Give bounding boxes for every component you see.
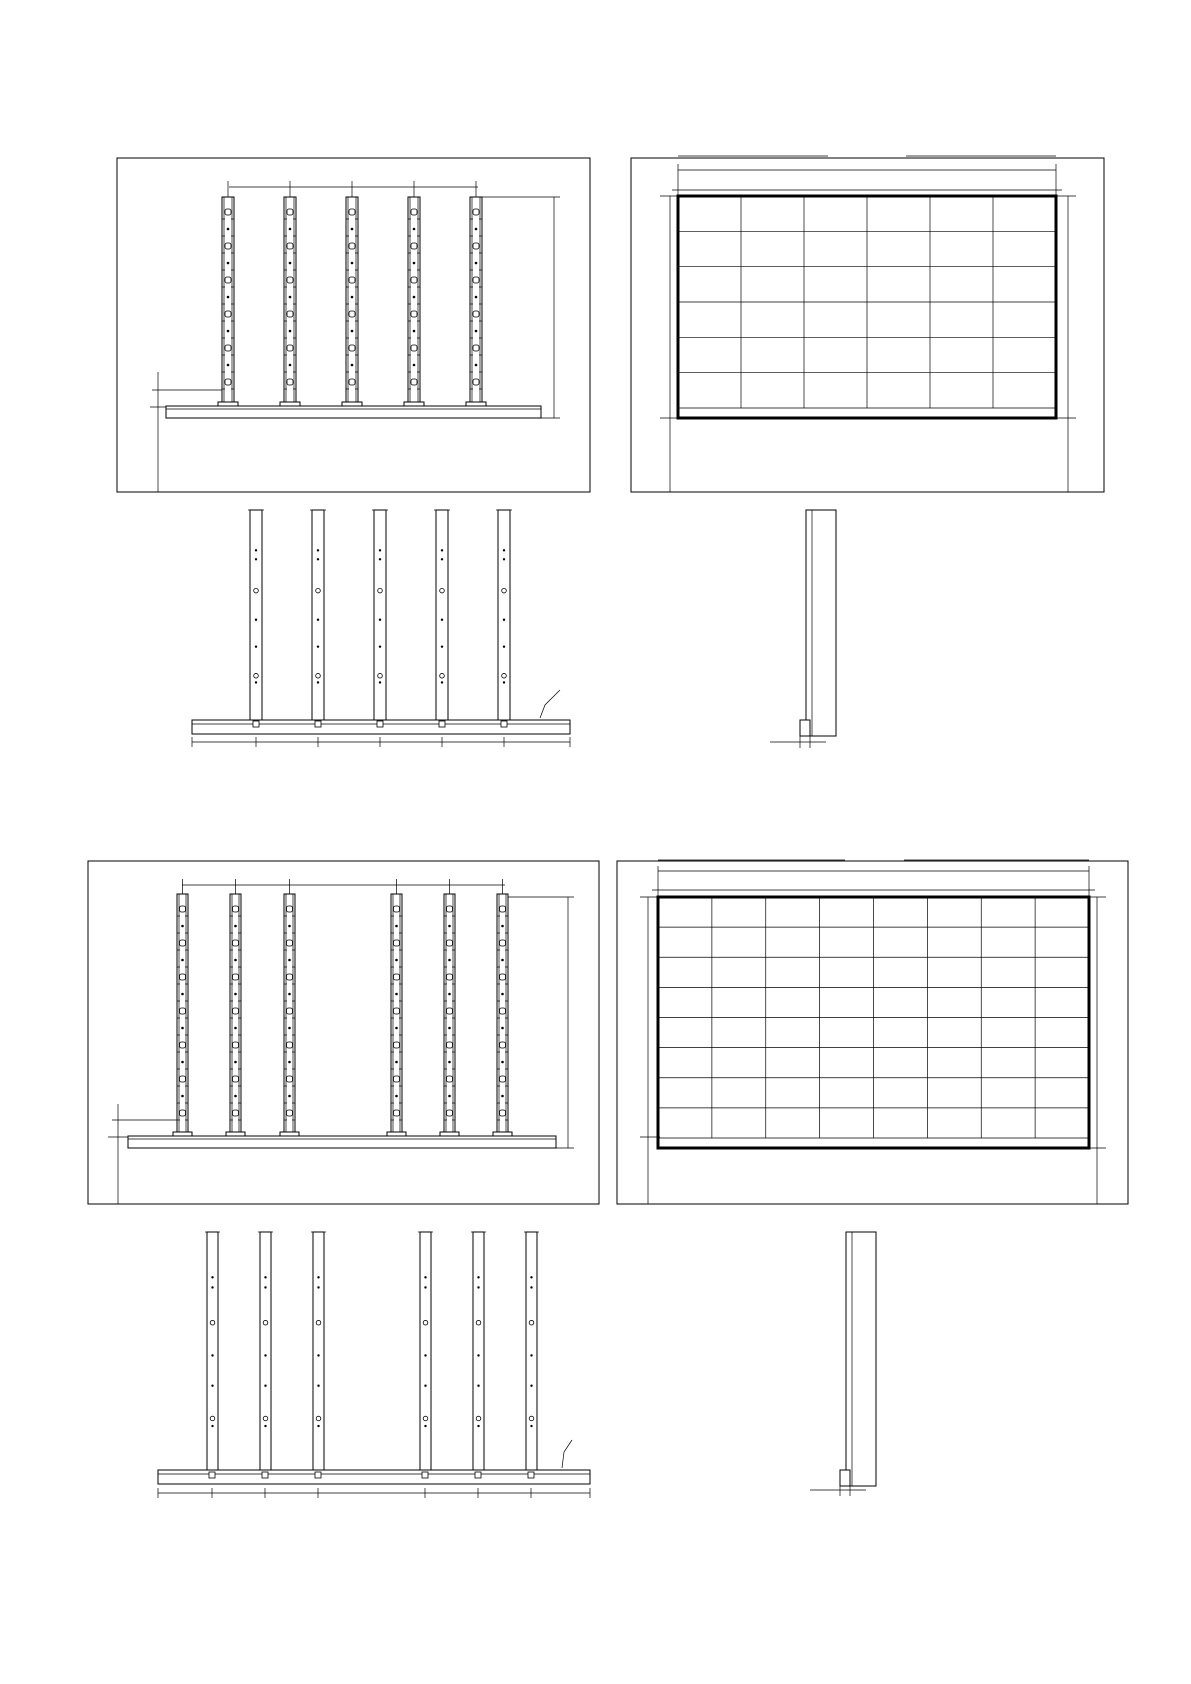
bottom-side-section: [810, 1232, 876, 1496]
top-side-post: [806, 510, 836, 736]
bottom-back-beam: [158, 1470, 590, 1484]
top-back-post-2: [312, 510, 324, 734]
top-front-elevation: [117, 158, 590, 492]
bottom-back-post-1: [207, 1232, 218, 1484]
bottom-back-post-4: [420, 1232, 431, 1484]
top-base-beam: [166, 406, 541, 418]
top-side-section: [770, 510, 836, 748]
bottom-panel-elevation: [617, 860, 1128, 1204]
bottom-front-frame: [88, 861, 599, 1204]
bottom-back-elevation: [158, 1232, 590, 1498]
top-panel-frame: [631, 158, 1104, 492]
bottom-back-post-5: [473, 1232, 484, 1484]
top-back-post-3: [374, 510, 386, 734]
top-back-post-4: [436, 510, 448, 734]
bottom-base-beam: [128, 1136, 556, 1148]
top-back-post-1: [250, 510, 262, 734]
bottom-back-post-6: [526, 1232, 537, 1484]
bottom-back-post-3: [313, 1232, 324, 1484]
bottom-front-elevation: [88, 861, 599, 1204]
bottom-side-post: [846, 1232, 876, 1486]
bottom-panel-frame: [617, 861, 1128, 1204]
bottom-back-post-2: [260, 1232, 271, 1484]
top-panel-elevation: [631, 156, 1104, 492]
top-back-elevation: [192, 510, 570, 747]
top-back-post-5: [498, 510, 510, 734]
